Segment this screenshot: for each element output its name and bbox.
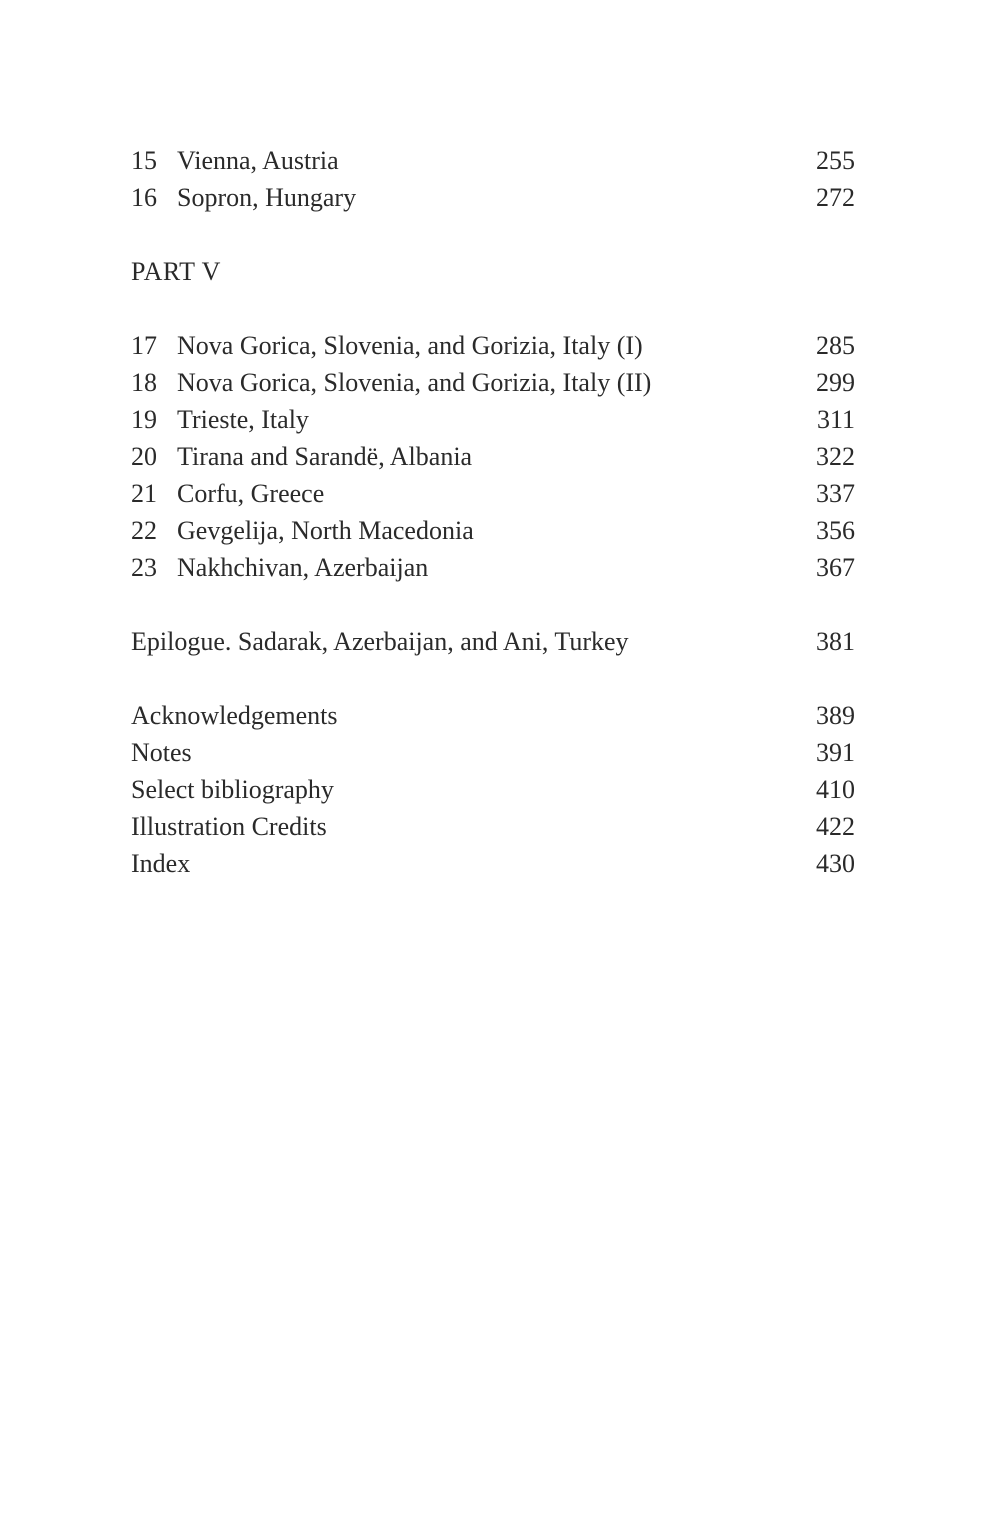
toc-entry-chapter-17	[131, 327, 855, 364]
page-number: 322	[816, 442, 855, 471]
chapter-title: Trieste, Italy	[177, 405, 309, 434]
toc-entry-chapter-23	[131, 549, 855, 586]
toc-entry-chapter-15	[131, 142, 855, 179]
page-number: 356	[816, 516, 855, 545]
section-title: Illustration Credits	[131, 812, 327, 841]
page-number: 299	[816, 368, 855, 397]
page-number: 337	[816, 479, 855, 508]
section-title: Select bibliography	[131, 775, 334, 804]
toc-entry-notes	[131, 734, 855, 771]
toc-entry-chapter-21	[131, 475, 855, 512]
chapter-title: Sopron, Hungary	[177, 183, 357, 212]
page-number: 430	[816, 849, 855, 878]
chapter-title: Nova Gorica, Slovenia, and Gorizia, Italy (I)	[177, 331, 643, 360]
toc-entry-illustration-credits	[131, 808, 855, 845]
toc-entry-chapter-16	[131, 179, 855, 216]
chapter-title: Corfu, Greece	[177, 479, 325, 508]
spacer	[131, 660, 855, 697]
chapter-number: 19	[131, 405, 157, 434]
epilogue-title: Epilogue. Sadarak, Azerbaijan, and Ani, Turkey	[131, 627, 629, 656]
chapter-number: 17	[131, 331, 157, 360]
toc-entry-acknowledgements	[131, 697, 855, 734]
chapter-title: Nova Gorica, Slovenia, and Gorizia, Italy (II)	[177, 368, 652, 397]
toc-entry-chapter-20	[131, 438, 855, 475]
page-number: 311	[816, 405, 855, 434]
chapter-title: Nakhchivan, Azerbaijan	[177, 553, 429, 582]
spacer	[131, 290, 855, 327]
table-of-contents	[131, 142, 855, 882]
page-number: 272	[816, 183, 855, 212]
page-number: 422	[816, 812, 855, 841]
chapter-number: 22	[131, 516, 157, 545]
section-title: Notes	[131, 738, 192, 767]
toc-entry-epilogue	[131, 623, 855, 660]
page-number: 391	[816, 738, 855, 767]
chapter-number: 15	[131, 146, 157, 175]
chapter-title: Gevgelija, North Macedonia	[177, 516, 474, 545]
chapter-number: 20	[131, 442, 157, 471]
toc-entry-index	[131, 845, 855, 882]
spacer	[131, 216, 855, 253]
toc-entry-chapter-22	[131, 512, 855, 549]
chapter-number: 21	[131, 479, 157, 508]
page-number: 410	[816, 775, 855, 804]
toc-entry-chapter-19	[131, 401, 855, 438]
section-title: Acknowledgements	[131, 701, 338, 730]
page-number: 285	[816, 331, 855, 360]
toc-entry-select-bibliography	[131, 771, 855, 808]
chapter-title: Vienna, Austria	[177, 146, 339, 175]
chapter-title: Tirana and Sarandë, Albania	[177, 442, 473, 471]
toc-entry-chapter-18	[131, 364, 855, 401]
page-number: 389	[816, 701, 855, 730]
page-number: 255	[816, 146, 855, 175]
section-title: Index	[131, 849, 191, 878]
chapter-number: 18	[131, 368, 157, 397]
part-heading: PART V	[131, 257, 221, 286]
page-number: 367	[816, 553, 855, 582]
chapter-number: 16	[131, 183, 157, 212]
chapter-number: 23	[131, 553, 157, 582]
page-number: 381	[816, 627, 855, 656]
spacer	[131, 586, 855, 623]
